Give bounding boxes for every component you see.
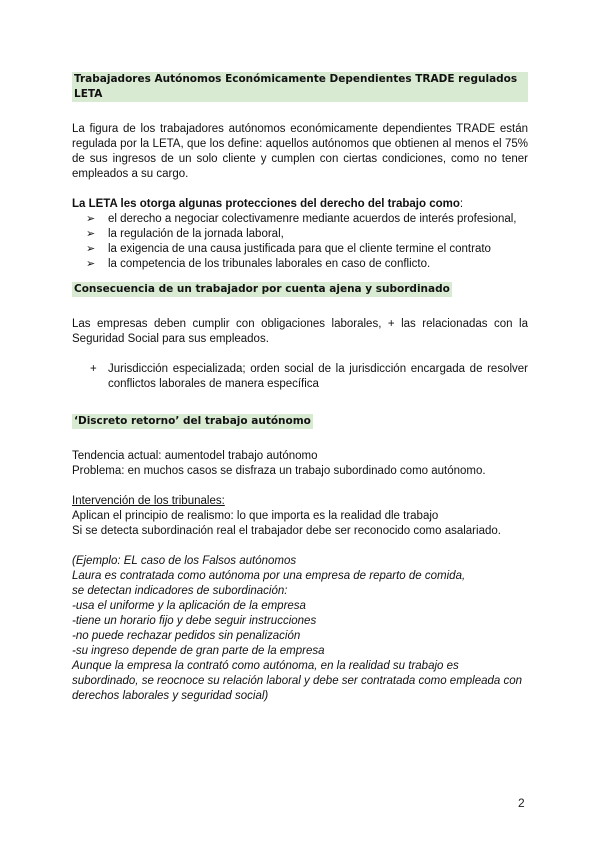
section-consequence xyxy=(72,282,528,392)
plus-bullet-icon: + xyxy=(90,363,97,375)
list-item: + Jurisdicción especializada; orden social de la jurisdicción encargada de resolver conflictos laborales de manera específica xyxy=(90,363,528,390)
tribunals-title: Intervención de los tribunales: xyxy=(72,495,225,507)
protections-list xyxy=(72,212,528,272)
example-line: -su ingreso depende de gran parte de la empresa xyxy=(72,645,325,657)
arrow-bullet-icon: ➢ xyxy=(86,258,96,270)
section-return xyxy=(72,414,528,704)
example-block xyxy=(72,554,528,704)
trend-line: Tendencia actual: aumentodel trabajo autónomo xyxy=(72,450,318,462)
protections-intro-text: La LETA les otorga algunas protecciones del derecho del trabajo como xyxy=(72,198,460,210)
example-line: (Ejemplo: EL caso de los Falsos autónomos xyxy=(72,555,297,567)
section-trade xyxy=(72,72,528,272)
tribunals-line-2: Si se detecta subordinación real el trabajador debe ser reconocido como asalariado. xyxy=(72,525,501,537)
list-item: ➢ el derecho a negociar colectivamenre mediante acuerdos de interés profesional, xyxy=(86,213,517,225)
example-line: -usa el uniforme y la aplicación de la empresa xyxy=(72,600,306,612)
list-item: ➢ la regulación de la jornada laboral, xyxy=(86,228,284,240)
section-heading-trade: Trabajadores Autónomos Económicamente Dependientes TRADE regulados LETA xyxy=(72,72,528,102)
protections-intro-colon: : xyxy=(459,198,464,210)
protections-intro xyxy=(72,197,528,212)
problem-line: Problema: en muchos casos se disfraza un trabajo subordinado como autónomo. xyxy=(72,465,486,477)
tribunals-line-1: Aplican el principio de realismo: lo que importa es la realidad dle trabajo xyxy=(72,510,439,522)
page-content xyxy=(72,72,528,704)
arrow-bullet-icon: ➢ xyxy=(86,228,96,240)
section-heading-consequence: Consecuencia de un trabajador por cuenta ajena y subordinado xyxy=(74,283,450,295)
example-line: -no puede rechazar pedidos sin penalización xyxy=(72,630,301,642)
trade-definition-paragraph: La figura de los trabajadores autónomos económicamente dependientes TRADE están regulada por la LETA, que los define: aquellos autónomos que obtienen al menos el 75% de sus ingresos de un solo cliente y cumplen con ciertas condiciones, como no tener empleados a su cargo. xyxy=(72,123,528,180)
example-line: Aunque la empresa la contrató como autónoma, en la realidad su trabajo es subordinado, se reocnoce su relación laboral y debe ser contratada como empleada con derechos laborales y seguridad social) xyxy=(72,660,523,702)
example-line: -tiene un horario fijo y debe seguir instrucciones xyxy=(72,615,317,627)
example-line: se detectan indicadores de subordinación: xyxy=(72,585,288,597)
arrow-bullet-icon: ➢ xyxy=(86,213,96,225)
list-item: ➢ la competencia de los tribunales laborales en caso de conflicto. xyxy=(86,258,431,270)
page-number: 2 xyxy=(518,796,525,810)
arrow-bullet-icon: ➢ xyxy=(86,243,96,255)
jurisdiction-list xyxy=(72,362,528,392)
example-line: Laura es contratada como autónoma por una empresa de reparto de comida, xyxy=(72,570,466,582)
employer-obligations-paragraph: Las empresas deben cumplir con obligaciones laborales, + las relacionadas con la Seguridad Social para sus empleados. xyxy=(72,318,528,345)
list-item: ➢ la exigencia de una causa justificada para que el cliente termine el contrato xyxy=(86,243,491,255)
section-heading-return: ‘Discreto retorno’ del trabajo autónomo xyxy=(74,415,311,427)
